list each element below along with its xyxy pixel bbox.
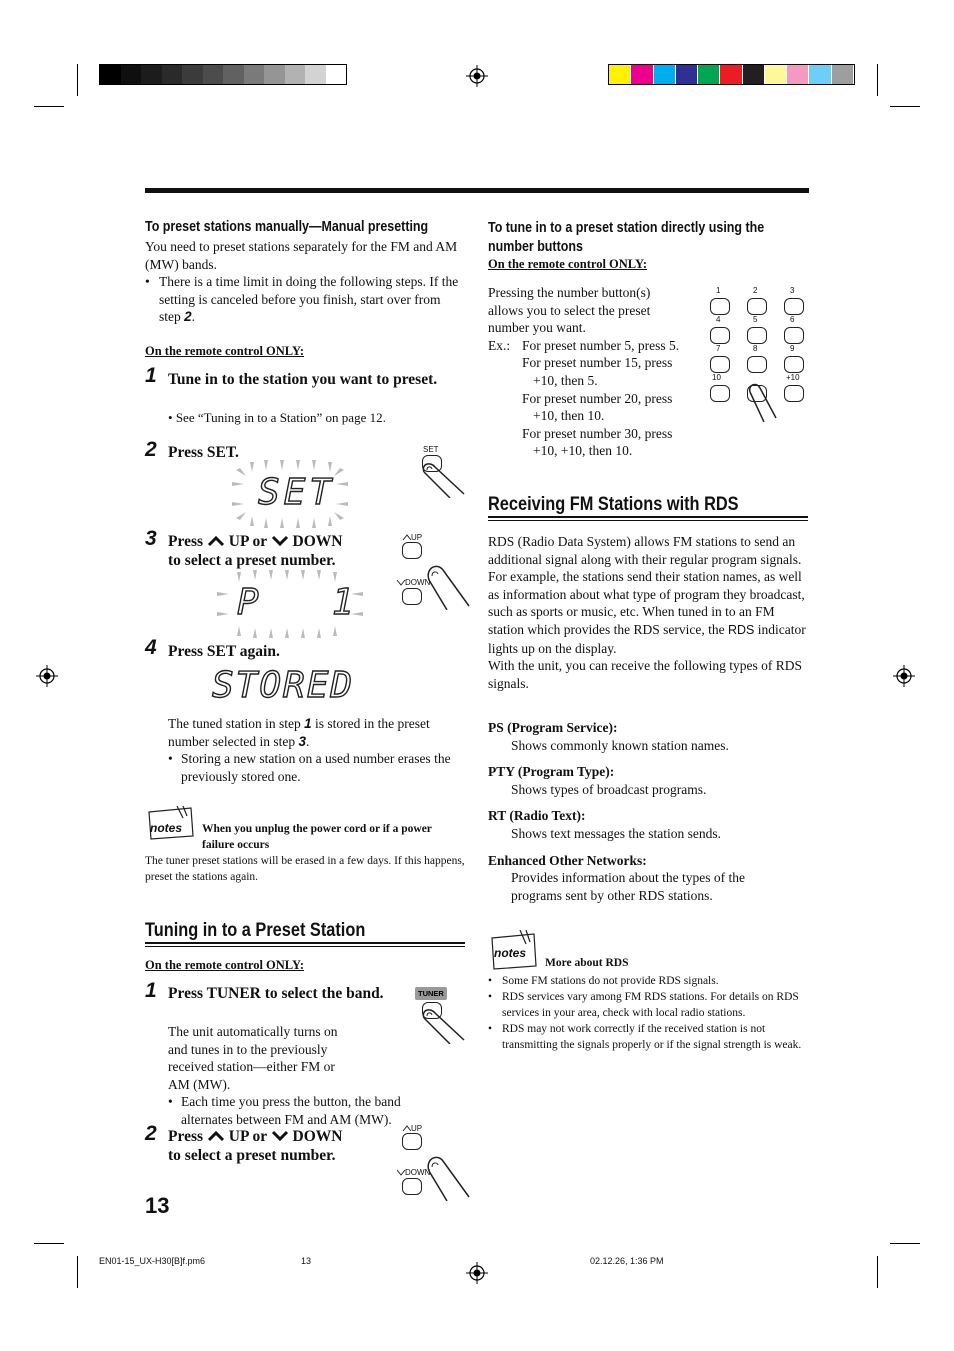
tuner-button-label: TUNER xyxy=(415,987,447,1000)
step-3-text: Press UP or DOWN to select a preset number. xyxy=(168,533,343,569)
color-calibration-bar xyxy=(608,64,855,85)
keypad-key-8[interactable] xyxy=(747,356,767,373)
down-button-label: DOWN xyxy=(405,1168,431,1177)
pressing-finger-icon xyxy=(418,458,470,498)
up-arrow-icon xyxy=(207,1130,225,1142)
gray-swatch xyxy=(223,65,244,84)
gray-swatch xyxy=(162,65,183,84)
display-stored: STORED xyxy=(212,665,355,706)
pressing-finger-icon xyxy=(425,1145,471,1201)
registration-mark-icon xyxy=(466,1262,488,1284)
keypad-key-label: 7 xyxy=(716,344,721,353)
grayscale-calibration-bar xyxy=(99,64,347,85)
keypad-key-6[interactable] xyxy=(784,327,804,344)
color-swatch xyxy=(787,65,808,84)
page-number: 13 xyxy=(145,1193,170,1218)
step-number: 1 xyxy=(145,979,157,1002)
pressing-finger-icon xyxy=(746,382,796,422)
rds-notes-title: More about RDS xyxy=(545,957,629,969)
keypad-key-7[interactable] xyxy=(710,356,730,373)
gray-swatch xyxy=(264,65,285,84)
keypad-key-4[interactable] xyxy=(710,327,730,344)
step-number: 1 xyxy=(145,364,157,387)
footer-date: 02.12.26, 1:36 PM xyxy=(590,1256,664,1266)
keypad-key-label: +10 xyxy=(786,373,800,382)
up-button-label: UP xyxy=(411,1124,423,1133)
keypad-key-label: 5 xyxy=(753,315,758,324)
intro-text: You need to preset stations separately for the FM and AM (MW) bands. xyxy=(145,239,458,272)
direct-tuning-heading: To tune in to a preset station directly using the number buttons xyxy=(488,220,765,255)
tuner-step-body: The unit automatically turns on and tunes in to the previously received station—either FM or AM (MW). • Each time you press the button, the band alternates between FM and AM (MW). xyxy=(168,1024,401,1127)
step-1-sub: • See “Tuning in to a Station” on page 12. xyxy=(168,410,386,425)
down-button[interactable] xyxy=(402,1178,422,1195)
notes-icon-label: notes xyxy=(494,946,527,960)
keypad-key-label: 10 xyxy=(712,373,721,382)
keypad-key-5[interactable] xyxy=(747,327,767,344)
up-button[interactable] xyxy=(402,542,422,559)
display-set: SET xyxy=(230,458,350,530)
color-swatch xyxy=(809,65,830,84)
keypad-key-label: 3 xyxy=(790,286,795,295)
display-p1: P 1 xyxy=(215,568,365,640)
down-arrow-icon xyxy=(271,1130,289,1142)
notes-title: When you unplug the power cord or if a power failure occurs xyxy=(202,823,432,851)
step-number: 4 xyxy=(145,636,157,659)
gray-swatch xyxy=(244,65,265,84)
footer-file: EN01-15_UX-H30[B]f.pm6 xyxy=(99,1256,206,1266)
gray-swatch xyxy=(203,65,224,84)
pressing-finger-icon xyxy=(418,1004,470,1044)
time-limit-bullet: • There is a time limit in doing the following steps. If the setting is canceled before you finish, start over from step 2. xyxy=(145,274,459,325)
color-swatch xyxy=(631,65,652,84)
rds-heading: Receiving FM Stations with RDS xyxy=(488,494,739,515)
pressing-finger-icon xyxy=(425,554,471,610)
rds-types xyxy=(488,719,806,904)
remote-only-label: On the remote control ONLY: xyxy=(145,958,305,972)
manual-intro xyxy=(145,238,465,326)
registration-mark-icon xyxy=(893,665,915,687)
gray-swatch xyxy=(326,65,347,84)
step-1-text: Tune in to the station you want to preset. xyxy=(168,371,438,388)
remote-only-label: On the remote control ONLY: xyxy=(488,257,648,271)
gray-swatch xyxy=(141,65,162,84)
step-4-text: Press SET again. xyxy=(168,643,280,660)
keypad-key-label: 8 xyxy=(753,344,758,353)
rds-type: PS (Program Service): Shows commonly known station names. xyxy=(488,720,729,753)
top-rule xyxy=(145,188,809,193)
result-text: The tuned station in step 1 is stored in the preset number selected in step 3. • Storing a new station on a used number erases the previously stored one. xyxy=(168,716,451,784)
step-number: 3 xyxy=(145,527,157,550)
step-number: 2 xyxy=(145,1122,157,1145)
notes-icon-label: notes xyxy=(150,821,183,835)
down-button-label: DOWN xyxy=(405,578,431,587)
remote-only-label: On the remote control ONLY: xyxy=(145,344,305,358)
gray-swatch xyxy=(121,65,142,84)
up-arrow-icon xyxy=(207,535,225,547)
rds-type: PTY (Program Type): Shows types of broadcast programs. xyxy=(488,764,707,797)
up-button-label: UP xyxy=(411,533,423,542)
step-number: 2 xyxy=(145,438,157,461)
rds-intro: RDS (Radio Data System) allows FM stations to send an additional signal along with their regular program signals. For example, the stations send their station names, as well as information about what type of program they broadcast, such as sports or music, etc. When tuned in to an FM station which provides the RDS service, the RDS indicator lights up on the display. With the unit, you can receive the following types of RDS signals. xyxy=(488,534,806,691)
rds-type: RT (Radio Text): Shows text messages the station sends. xyxy=(488,808,721,841)
up-button[interactable] xyxy=(402,1133,422,1150)
keypad-key-2[interactable] xyxy=(747,298,767,315)
gray-swatch xyxy=(285,65,306,84)
gray-swatch xyxy=(305,65,326,84)
heading-rule xyxy=(145,942,465,947)
manual-presetting-heading: To preset stations manually—Manual presetting xyxy=(145,219,429,235)
keypad-key-label: 1 xyxy=(716,286,721,295)
color-swatch xyxy=(676,65,697,84)
number-keypad xyxy=(704,286,814,408)
down-button[interactable] xyxy=(402,588,422,605)
preset-tuning-heading: Tuning in to a Preset Station xyxy=(145,920,366,941)
color-swatch xyxy=(743,65,764,84)
notes-body: The tuner preset stations will be erased in a few days. If this happens, preset the stations again. xyxy=(145,855,465,883)
color-swatch xyxy=(832,65,853,84)
tuner-step-text: Press TUNER to select the band. xyxy=(168,985,384,1002)
gray-swatch xyxy=(182,65,203,84)
preset-step-2-text: Press UP or DOWN to select a preset number. xyxy=(168,1128,343,1164)
keypad-key-9[interactable] xyxy=(784,356,804,373)
keypad-key-3[interactable] xyxy=(784,298,804,315)
keypad-key-label: 4 xyxy=(716,315,721,324)
color-swatch xyxy=(609,65,630,84)
rds-type: Enhanced Other Networks: Provides information about the types of the programs sent by other RDS stations. xyxy=(488,852,745,903)
color-swatch xyxy=(698,65,719,84)
heading-rule xyxy=(488,516,808,521)
keypad-key-1[interactable] xyxy=(710,298,730,315)
keypad-key-label: 6 xyxy=(790,315,795,324)
color-swatch xyxy=(765,65,786,84)
registration-mark-icon xyxy=(36,665,58,687)
down-arrow-icon xyxy=(271,535,289,547)
keypad-key-10[interactable] xyxy=(710,385,730,402)
keypad-key-label: 2 xyxy=(753,286,758,295)
color-swatch xyxy=(720,65,741,84)
rds-notes-list: • Some FM stations do not provide RDS signals. • RDS services vary among FM RDS stations. For details on RDS services in your area, check with local radio stations. • RDS may not work correctly if the received station is not transmitting the signals properly or if the signal strength is weak. xyxy=(488,975,802,1051)
direct-body: Pressing the number button(s) allows you to select the preset number you want. Ex.: For preset number 5, press 5. For preset number 15, press +10, then 5. For preset number 20, press +10, then 10. For preset number 30, press +10, +10, then 10. xyxy=(488,285,680,459)
keypad-key-label: 9 xyxy=(790,344,795,353)
footer-page: 13 xyxy=(301,1256,312,1266)
set-button-label: SET xyxy=(423,445,439,454)
step-2-text: Press SET. xyxy=(168,444,239,461)
gray-swatch xyxy=(100,65,121,84)
color-swatch xyxy=(654,65,675,84)
registration-mark-icon xyxy=(466,65,488,87)
